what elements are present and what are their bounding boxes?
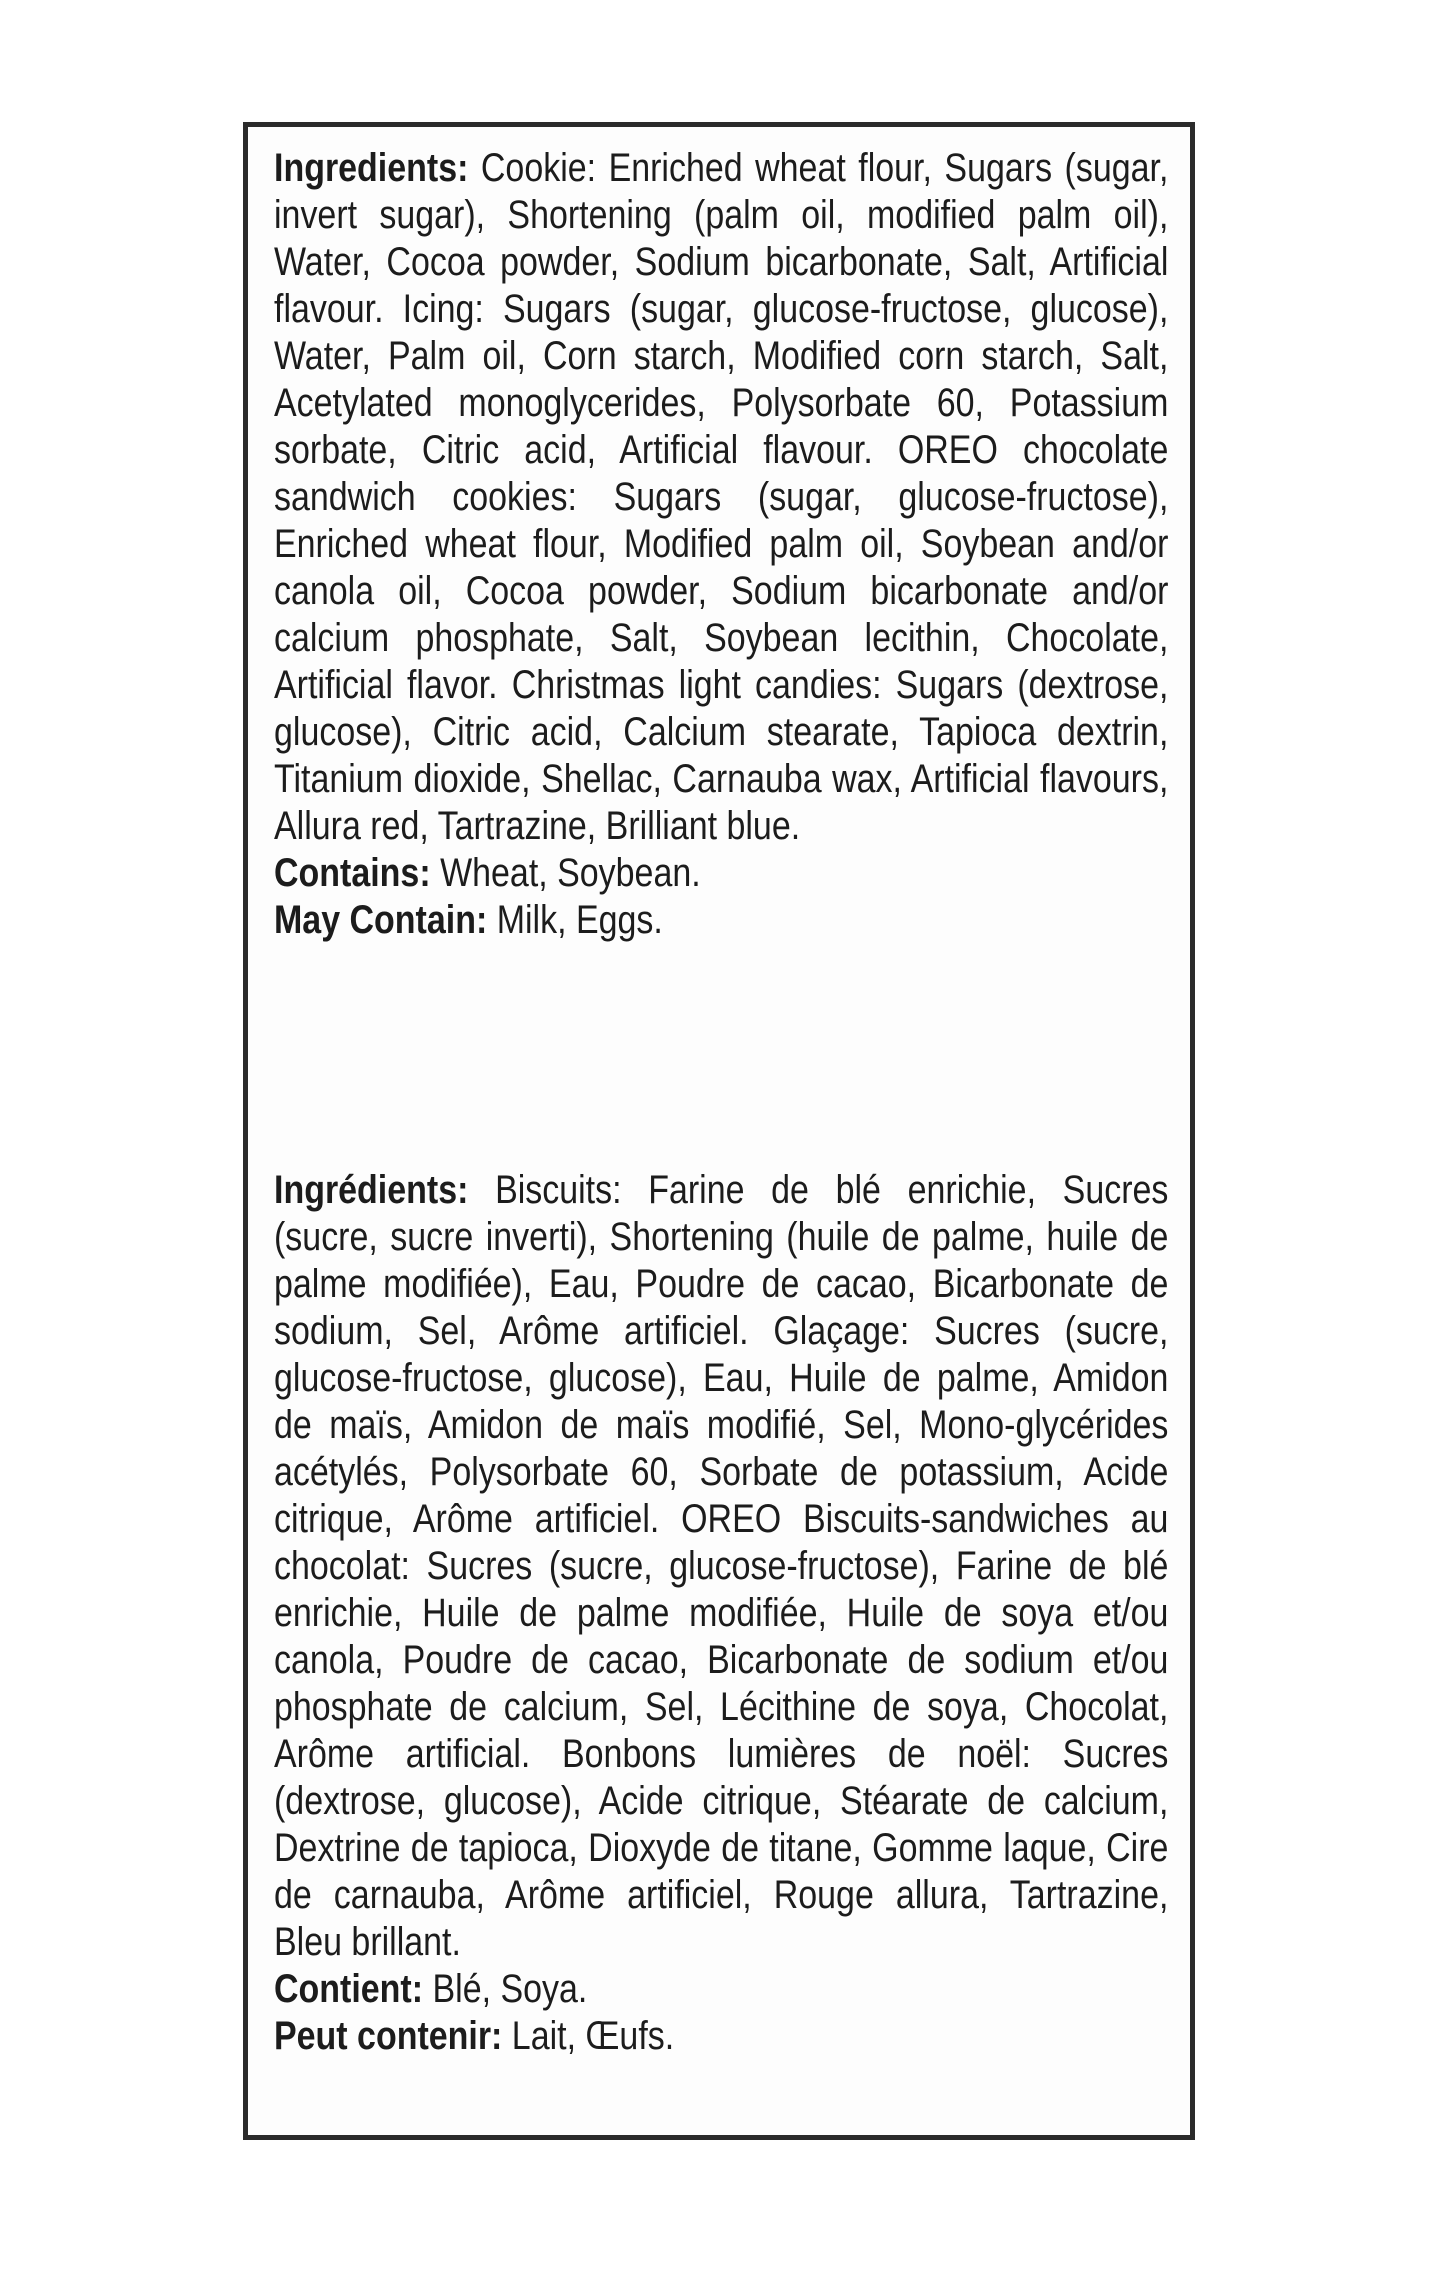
- english-may-contain-text: Milk, Eggs.: [487, 898, 663, 942]
- english-may-contain-line: [274, 897, 1168, 944]
- french-ingredients-heading: Ingrédients:: [274, 1168, 469, 1212]
- french-may-contain-text: Lait, Œufs.: [502, 2014, 675, 2058]
- ingredients-label-panel: [243, 122, 1195, 2140]
- english-ingredients-heading: Ingredients:: [274, 146, 469, 190]
- french-ingredients-list: Biscuits: Farine de blé enrichie, Sucres (sucre, sucre inverti), Shortening (huile de palme, huile de palme modifiée), Eau, Poudre de cacao, Bicarbonate de sodium, Sel, Arôme artificiel. Glaçage: Sucres (sucre, glucose-fructose, glucose), Eau, Huile de palme, Amidon de maïs, Amidon de maïs modifié, Sel, Mono-glycérides acétylés, Polysorbate 60, Sorbate de potassium, Acide citrique, Arôme artificiel. OREO Biscuits-sandwiches au chocolat: Sucres (sucre, glucose-fructose), Farine de blé enrichie, Huile de palme modifiée, Huile de soya et/ou canola, Poudre de cacao, Bicarbonate de sodium et/ou phosphate de calcium, Sel, Lécithine de soya, Chocolat, Arôme artificial. Bonbons lumières de noël: Sucres (dextrose, glucose), Acide citrique, Stéarate de calcium, Dextrine de tapioca, Dioxyde de titane, Gomme laque, Cire de carnauba, Arôme artificiel, Rouge allura, Tartrazine, Bleu brillant.: [274, 1168, 1169, 1964]
- english-ingredients-section: [274, 145, 1168, 944]
- english-may-contain-heading: May Contain:: [274, 898, 488, 942]
- english-contains-heading: Contains:: [274, 851, 431, 895]
- english-ingredients-paragraph: [274, 145, 1168, 850]
- english-contains-text: Wheat, Soybean.: [430, 851, 701, 895]
- english-ingredients-list: Cookie: Enriched wheat flour, Sugars (sugar, invert sugar), Shortening (palm oil, modified palm oil), Water, Cocoa powder, Sodium bicarbonate, Salt, Artificial flavour. Icing: Sugars (sugar, glucose-fructose, glucose), Water, Palm oil, Corn starch, Modified corn starch, Salt, Acetylated monoglycerides, Polysorbate 60, Potassium sorbate, Citric acid, Artificial flavour. OREO chocolate sandwich cookies: Sugars (sugar, glucose-fructose), Enriched wheat flour, Modified palm oil, Soybean and/or canola oil, Cocoa powder, Sodium bicarbonate and/or calcium phosphate, Salt, Soybean lecithin, Chocolate, Artificial flavor. Christmas light candies: Sugars (dextrose, glucose), Citric acid, Calcium stearate, Tapioca dextrin, Titanium dioxide, Shellac, Carnauba wax, Artificial flavours, Allura red, Tartrazine, Brilliant blue.: [274, 146, 1169, 848]
- french-may-contain-line: [274, 2013, 1168, 2060]
- french-contains-heading: Contient:: [274, 1967, 424, 2011]
- english-contains-line: [274, 850, 1168, 897]
- french-contains-text: Blé, Soya.: [423, 1967, 588, 2011]
- french-ingredients-section: [274, 1167, 1168, 2060]
- french-may-contain-heading: Peut contenir:: [274, 2014, 503, 2058]
- french-contains-line: [274, 1966, 1168, 2013]
- french-ingredients-paragraph: [274, 1167, 1168, 1966]
